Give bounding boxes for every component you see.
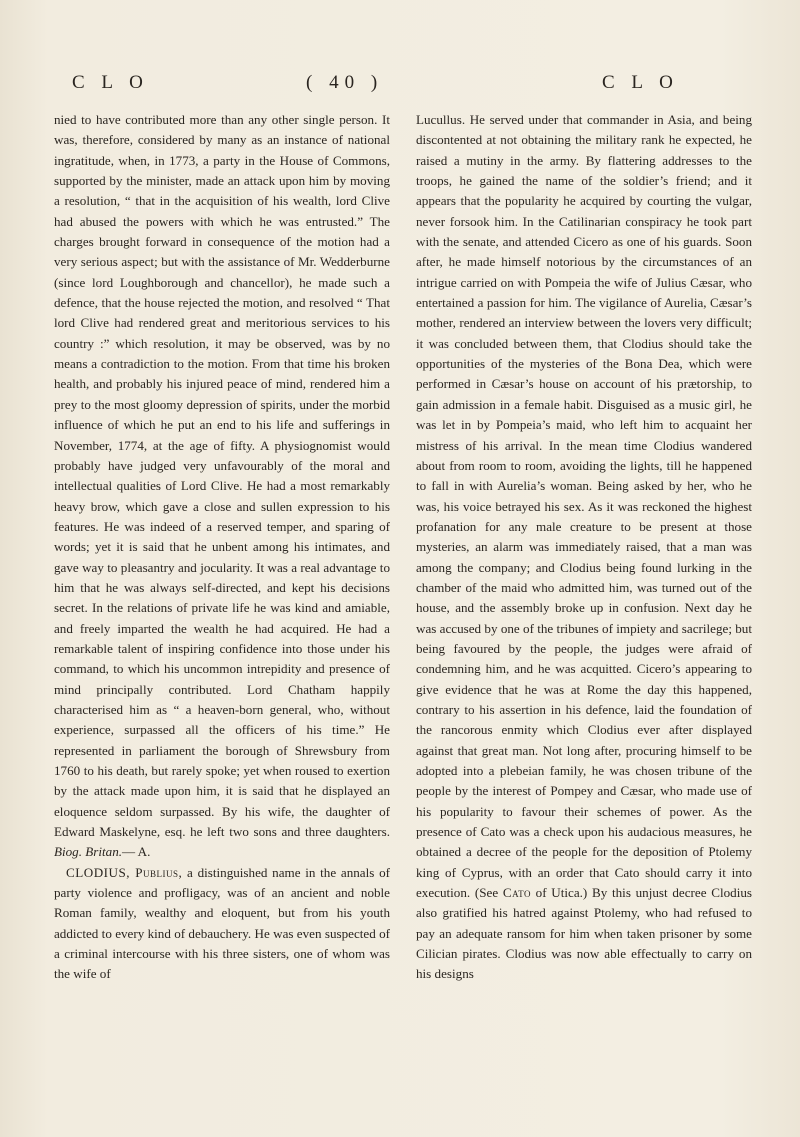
right-column	[416, 110, 752, 985]
page-number: ( 40 )	[306, 72, 384, 93]
clodius-continued-tail: of Utica.) By this unjust decree Clodius also gratified his hatred against Ptolemy, who had refused to pay an adequate ransom for him when taken prisoner by some Cilician pirates. Clodius was now able effectually to carry on his designs	[416, 885, 752, 982]
clive-text: nied to have contributed more than any other single person. It was, therefore, considered by many as an instance of national ingratitude, when, in 1773, a party in the House of Commons, supported by the minister, made an attack upon him by moving a resolution, “ that in the acquisition of his wealth, lord Clive had abused the powers with which he was entrusted.” The charges brought forward in consequence of the motion had a very serious aspect; but with the assistance of Mr. Wedderburne (since lord Loughborough and chancellor), he made such a defence, that the house rejected the motion, and resolved “ That lord Clive had rendered great and meritorious services to his country :” which resolution, it may be observed, was by no means a contradiction to the motion. From that time his broken health, and probably his injured peace of mind, rendered him a prey to the most gloomy depression of spirits, under the morbid influence of which he put an end to his life and sufferings in November, 1774, at the age of fifty. A physiognomist would probably have judged very unfavourably of the moral and intellectual qualities of Lord Clive. He had a most remarkably heavy brow, which gave a close and sullen expression to his features. He was indeed of a reserved temper, and sparing of words; yet it is said that he unbent among his intimates, and gave way to pleasantry and jocularity. It was a real advantage to him that he was always self-directed, and kept his decisions secret. In the relations of private life he was kind and amiable, and freely imparted the wealth he had acquired. He had a remarkable talent of inspiring confidence into those under his command, to which his uncommon intrepidity and presence of mind principally contributed. Lord Chatham happily characterised him as “ a heaven-born general, who, without experience, surpassed all the officers of his time.” He represented in parliament the borough of Shrewsbury from 1760 to his death, but rarely spoke; yet when roused to exertion by the attack made upon him, it is said that he displayed an eloquence seldom surpassed. By his wife, the daughter of Edward Maskelyne, esq. he left two sons and three daughters.	[54, 112, 390, 840]
entry-headword: CLODIUS, Publius,	[66, 864, 183, 880]
citation-end: — A.	[122, 844, 151, 860]
cross-reference: Cato	[502, 885, 531, 901]
clive-paragraph	[54, 110, 390, 863]
citation: Biog. Britan.	[54, 844, 123, 860]
clodius-text: a distinguished name in the annals of party violence and profligacy, was of an ancient and noble Roman family, wealthy and eloquent, but from his youth addicted to every kind of debauchery. He was even suspected of a criminal intercourse with his three sisters, one of whom was the wife of	[54, 864, 390, 982]
clodius-continued-text: Lucullus. He served under that commander in Asia, and being discontented at not obtaining the military rank he expected, he raised a mutiny in the army. By flattering addresses to the troops, he gained the name of the soldier’s friend; and it appears that the popularity he acquired by courting the vulgar, never forsook him. In the Catilinarian conspiracy he took part with the senate, and attended Cicero as one of his guards. Soon after, he made himself notorious by the circumstances of an intrigue carried on with Pompeia the wife of Julius Cæsar, who entertained a passion for him. The vigilance of Aurelia, Cæsar’s mother, rendered an interview between the lovers very difficult; it was concluded between them, that Clodius should take the opportunities of the mysteries of the Bona Dea, which were performed in Cæsar’s house on account of his prætorship, to gain admission in a female habit. Disguised as a music girl, he was let in by Pompeia’s maid, who left him to acquaint her mistress of his arrival. In the mean time Clodius wandered about from room to room, avoiding the lights, till he happened to fall in with Aurelia’s woman. Being asked by her, who he was, his voice betrayed his sex. As it was reckoned the highest profanation for any male creature to be present at those mysteries, an alarm was immediately raised, that a man was among the company; and Clodius being found lurking in the chamber of the maid who admitted him, was turned out of the house, and the assembly broke up in confusion. Next day he was accused by one of the tribunes of impiety and sacrilege; but being favoured by the people, the judges were afraid of condemning him, and he was acquitted. Cicero’s appearing to give evidence that he was at Rome the day this happened, contrary to his assertion in his defence, laid the foundation of the rancorous enmity which Clodius ever after displayed against that great man. Not long after, procuring himself to be adopted into a plebeian family, he was chosen tribune of the people by the interest of Pompey and Cæsar, who made use of his popularity to favour their schemes of power. As the presence of Cato was a check upon his audacious measures, he obtained a decree of the people for the deposition of Ptolemy king of Cyprus, with an order that Cato should carry it into execution. (See	[416, 112, 752, 901]
left-column	[54, 110, 390, 985]
header-left-word: C L O	[72, 72, 149, 93]
header-right-word: C L O	[602, 72, 679, 93]
clodius-entry	[54, 863, 390, 985]
running-header	[58, 72, 758, 102]
clodius-continued	[416, 110, 752, 985]
